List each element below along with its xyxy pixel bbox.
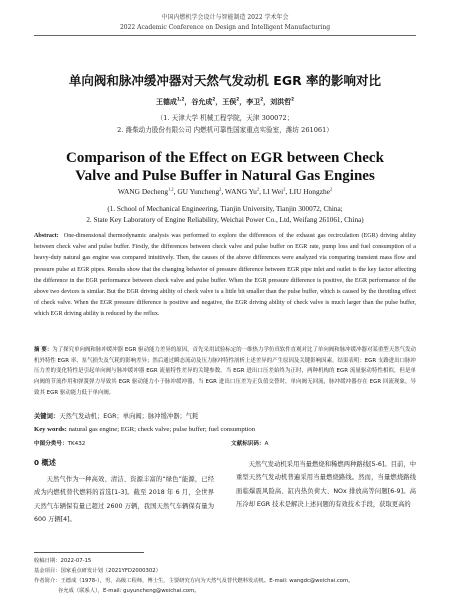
authors-cn: 王德成$^{1,2}$，谷允成$^2$，王俣$^2$，李卫$^2$，刘洪哲$^2$ [155,96,295,106]
footnote-received: 收稿日期：2022-07-15 [34,558,92,564]
section-heading: 0 概述 [34,458,56,467]
abstract-cn-text: 为了探究单向阀和脉冲缓冲器 EGR 驱动能力差异的原因，首先采用试验标定的一维热力学仿真软件直观对比了单向阀和脉冲缓冲器对某重型天然气发动机外特性 EGR 率、泵气损失及气耗的影响差异；然后通过瞬态流动及压力脉冲特性剖析上述差异的产生原因及关键影响因素。结果表明：EGR 支路进出口脉冲压力差的变化特性是引起单向阀与脉冲缓冲器 EGR 流量特性差异的关键参数。当 EGR 进出口压差始终为正时，两种机构的 EGR 流量驱动特性相似，但是单向阀的节流作用和弹簧弹力导致其 EGR 驱动能力小于脉冲缓冲器，当 EGR 进出口压差为正负值交替时，单向阀无回流，脉冲缓冲器存在 EGR 回流现象，导致其 EGR 驱动能力低于单向阀。 [34,347,416,396]
abstract-en-text: One-dimensional thermodynamic analysis was performed to explore the differences of the exhaust gas recirculation (EGR) driving ability between check valve and pulse buffer. Firstly, the differences between check valve and pulse buffer on EGR rate, pump loss and fuel consumption of a heavy-duty natural gas engine was compared intuitively. Then, the causes of the above differences were analyzed via comparing transient mass flow and pressure pulse at EGR pipes. Results show that the changing behavior of pressure difference between EGR pipe inlet and outlet is the key factor affecting the difference in the EGR performance between check valve and pulse buffer. When the EGR pressure difference is positive, the EGR performance of the above two devices is similar. But the EGR driving ability of check valve is a little bit smaller than the pulse buffer, which is caused by the throttling effect of check valve. When the EGR pressure difference is positive and negative, the EGR driving ability of check valve is much larger than the pulse buffer, which EGR driving ability is reduced by the reflux. [34,233,416,318]
keywords-cn-text: 天然气发动机；EGR；单向阀；脉冲缓冲器；气耗 [59,413,199,420]
affiliation-cn-2: 2. 潍柴动力股份有限公司 内燃机可靠性国家重点实验室，潍坊 261061） [117,126,333,134]
footnote-rule [34,552,144,553]
abstract-en-label: Abstract: [34,233,59,239]
section-text-left: 天然气作为一种高效、清洁、资源丰富的“绿色”能源，已经成为内燃机替代燃料的首选[1-3]。截至 2018 年 6 月，全世界天然气车辆保有量已超过 2600 万辆，我国天然气车辆保有量为 600 万辆[4]。 [34,476,214,523]
document-code: 文献标识码：A [231,441,269,447]
authors-en: WANG Decheng$^{1,2}$, GU Yuncheng$^2$, WANG Yu$^2$, LI Wei$^2$, LIU Hongzhe$^2$ [117,186,333,196]
affiliation-en-1: (1. School of Mechanical Engineering, Tianjin University, Tianjin 300072, China; [107,205,343,213]
keywords-en-text: natural gas engine; EGR; check valve; pulse buffer; fuel consumption [68,426,256,433]
section-text-right: 天然气发动机采用当量燃烧和稀燃两种路线[5-6]。目前，中重型天然气发动机普遍采用当量燃烧路线。然而，当量燃烧路线面临爆震风险高、缸内热负荷大、NOx 排放高等问题[6-9]。高压冷却 EGR 技术是解决上述问题的有效技术手段，获取更高的 [236,461,416,508]
keywords-en-label: Key words: [34,426,67,433]
abstract-en [34,231,416,321]
keywords-en [34,425,416,435]
conference-header-en: 2022 Academic Conference on Design and Intelligent Manufacturing [119,24,331,31]
title-cn: 单向阀和脉冲缓冲器对天然气发动机 EGR 率的影响对比 [68,73,382,88]
affiliation-cn-1: （1. 天津大学 机械工程学院，天津 300072； [156,114,294,122]
title-en-line-1: Comparison of the Effect on EGR between Check [66,150,384,166]
affiliation-en-2: 2. State Key Laboratory of Engine Reliability, Weichai Power Co., Ltd, Weifang 261061, China) [86,216,364,224]
footnote-author: 作者简介：王德成（1978-），男，高级工程师，博士生，主要研究方向为天然气及替代燃料发动机。E-mail: wangdc@weichai.com。 [34,578,354,584]
header-rule [34,35,416,36]
abstract-cn [34,345,416,399]
body-column-left [34,458,214,526]
clc-number: 中图分类号：TK432 [34,441,86,447]
abstract-cn-label: 摘 要： [34,347,53,353]
keywords-cn-label: 关键词： [34,413,60,420]
footnote-corresponding: 谷允成（联系人），E-mail: guyuncheng@weichai.com。 [58,588,200,594]
keywords-cn [34,412,416,422]
footnote-fund: 基金项目：国家重点研发计划（2021YFD2000302） [34,568,161,574]
conference-header-cn: 中国内燃机学会设计与智能制造 2022 学术年会 [161,14,289,21]
title-en-line-2: Valve and Pulse Buffer in Natural Gas Engines [75,168,375,184]
body-column-right [236,458,416,511]
